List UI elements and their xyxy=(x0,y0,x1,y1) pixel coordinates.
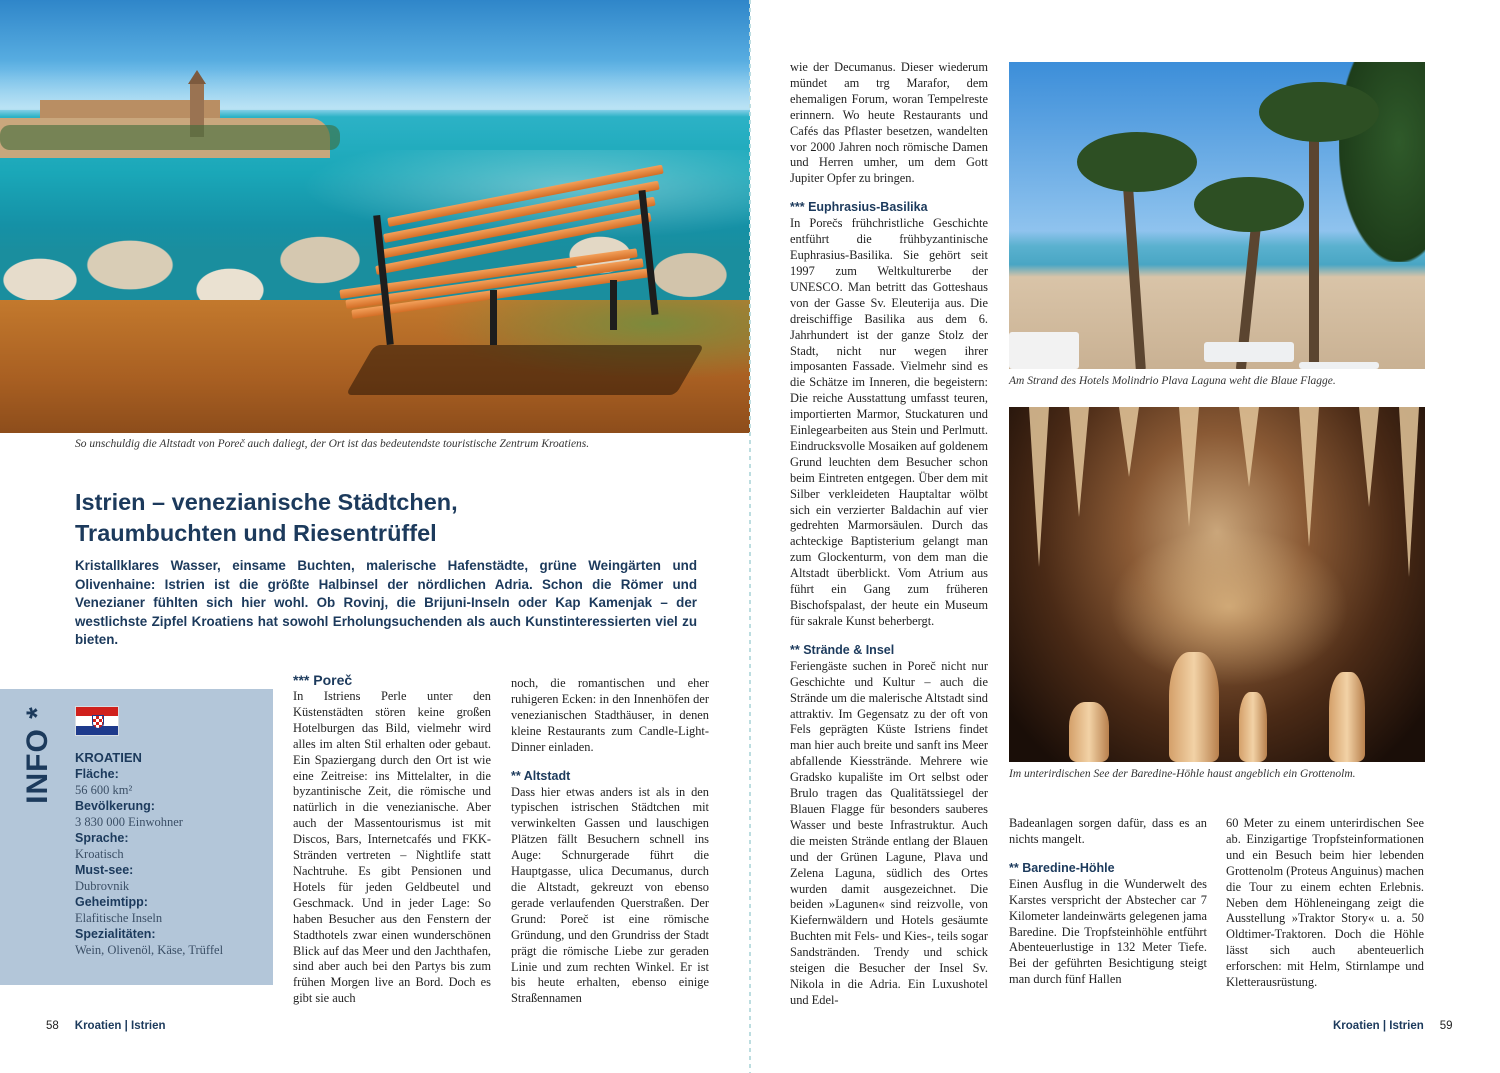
photo-baredine-cave xyxy=(1009,407,1425,762)
croatia-flag-icon xyxy=(75,706,119,736)
page-number-right: 59 xyxy=(1439,1020,1453,1032)
article-headline xyxy=(75,487,695,549)
info-value-specialties: Wein, Olivenöl, Käse, Trüffel xyxy=(75,943,224,957)
section-label-right: Kroatien | Istrien xyxy=(1333,1020,1424,1032)
headline-line-1: Istrien – venezianische Städtchen, xyxy=(75,489,458,515)
hero-caption: So unschuldig die Altstadt von Poreč auch daliegt, der Ort ist das bedeutendste touristische Zentrum Kroatiens. xyxy=(75,438,590,450)
paragraph-baredine-continued: 60 Meter zu einem unterirdischen See ab. Einzigartige Tropfsteinformationen und ein Besuch beim hier lebenden Grottenolm (Proteus Anguinus) machen die Tour zu einem echten Erlebnis. Neben dem Höhleneingang zeigt die Ausstellung »Traktor Story« u. a. 50 Oldtimer-Traktoren. Doch die Höhle lässt sich auch abenteuerlich erforschen: mit Helm, Stirnlampe und Kletterausrüstung. xyxy=(1226,816,1424,990)
section-heading-euphrasius: *** Euphrasius-Basilika xyxy=(790,200,928,215)
info-label-population: Bevölkerung: xyxy=(75,799,155,813)
info-label-specialties: Spezialitäten: xyxy=(75,927,156,941)
info-value-insider-tip: Elafitische Inseln xyxy=(75,911,163,925)
paragraph-porec-continued: noch, die romantischen und eher ruhigeren Ecken: in den Innenhöfen der venezianischen Stadthäuser, in denen kleine Restaurants zum Candle-Light-Dinner einladen. xyxy=(511,676,709,754)
paragraph-baredine: Einen Ausflug in die Wunderwelt des Karstes verspricht der Abstecher car 7 Kilometer landeinwärts gelegenen jama Baredine. Die Tropfsteinhöhle entführt Abenteuerlustige in 132 Meter Tiefe. Bei der geführten Besichtigung steigt man durch fünf Hallen xyxy=(1009,876,1207,987)
info-label-must-see: Must-see: xyxy=(75,863,134,877)
info-tab-label xyxy=(18,705,58,805)
section-heading-altstadt: ** Altstadt xyxy=(511,768,571,783)
paragraph-euphrasius: In Porečs frühchristliche Geschichte entführt die frühbyzantinische Euphrasius-Basilika. Sie gehört seit 1997 zum Weltkulturerbe der UNESCO. Man betritt das Gotteshaus von der Gasse Sv. Eleuterija aus. Die dreischiffige Basilika aus dem 6. Jahrhundert ist der ganze Stolz der Stadt, nicht nur wegen ihrer imposanten Fassade. Vielmehr sind es die Schätze im Inneren, die begeistern: Die reiche Ausstattung umfasst teuren, importierten Marmor, Stuckaturen und Einlegearbeiten aus Stein und Perlmutt. Eindrucksvolle Mosaiken auf goldenem Grund leuchten dem Besucher schon beim Eintreten entgegen. Über dem mit Silber verkleideten Hauptaltar wölbt sich ein verzierter Baldachin auf vier gedrehten Marmorsäulen. Durch das achteckige Baptisterium gelangt man zum Glockenturm, von dem man die Altstadt überblickt. Vom Atrium aus führt ein Gang zum früheren Bischofspalast, der heute ein Museum für sakrale Kunst beherbergt. xyxy=(790,216,988,628)
folio-right xyxy=(1333,1020,1453,1032)
paragraph-decumanus: wie der Decumanus. Dieser wiederum mündet am trg Marafor, dem ehemaligen Forum, woran Tempelreste erinnern. Wo heute Restaurants und Cafés das Pflaster besetzen, wandelten vor 2000 Jahren noch römische Damen und Herren umher, um dem Gott Jupiter Opfer zu bringen. xyxy=(790,60,988,186)
caption-beach: Am Strand des Hotels Molindrio Plava Laguna weht die Blaue Flagge. xyxy=(1009,375,1336,387)
caption-cave: Im unterirdischen See der Baredine-Höhle haust angeblich ein Grottenolm. xyxy=(1009,768,1356,780)
section-label-left: Kroatien | Istrien xyxy=(74,1020,166,1032)
page-number-left: 58 xyxy=(46,1020,59,1032)
info-label-language: Sprache: xyxy=(75,831,129,845)
info-facts xyxy=(75,750,265,958)
paragraph-beaches: Feriengäste suchen in Poreč nicht nur Geschichte und Kultur – auch die Strände um die malerische Altstadt sind attraktiv. Im Gegensatz zu der oft von Fels geprägten Küste Istriens findet man hier auch breite und sanft ins Meer abfallende Kiesstrände. Mehrere wie Gradsko kupalište im Ort selbst oder Brulo tragen das Qualitätssiegel der Blauen Flagge für besonders sauberes Wasser und beste Infrastruktur. Auch die meisten Strände entlang der Blauen und der Grünen Lagune, Plava und Zelena Laguna, südlich des Ortes wurden damit ausgezeichnet. Die beiden »Lagunen« sind reizvolle, von Kiefernwäldern und Hotels gesäumte Buchten mit Fels- und Kies-, teils sogar Sandstränden. Trendy und schick steigen die Besucher der Insel Sv. Nikola in die Adria. Ein Luxushotel und Edel- xyxy=(790,658,988,1007)
section-heading-beaches: ** Strände & Insel xyxy=(790,642,895,657)
info-value-language: Kroatisch xyxy=(75,847,124,861)
text-column-4 xyxy=(1009,816,1207,988)
section-heading-porec: *** Poreč xyxy=(293,672,353,688)
text-column-3 xyxy=(790,60,988,1009)
info-tab-text: INFO * xyxy=(21,706,54,804)
text-column-1 xyxy=(293,671,491,1007)
section-heading-baredine: ** Baredine-Höhle xyxy=(1009,860,1115,875)
info-value-area: 56 600 km² xyxy=(75,783,133,797)
lead-paragraph: Kristallklares Wasser, einsame Buchten, malerische Hafenstädte, grüne Weingärten und Olivenhaine: Istrien ist die größte Halbinsel der nördlichen Adria. Schon die Römer und Venezianer fühlten sich hier wohl. Ob Rovinj, die Brijuni-Inseln oder Kap Kamenjak – der westlichste Zipfel Kroatiens hat sowohl Erholungsuchenden als auch Kunstinteressierten viel zu bieten. xyxy=(75,558,697,648)
paragraph-beaches-continued: Badeanlagen sorgen dafür, dass es an nichts mangelt. xyxy=(1009,816,1207,846)
info-value-must-see: Dubrovnik xyxy=(75,879,130,893)
text-column-5 xyxy=(1226,816,1424,991)
folio-left xyxy=(46,1020,166,1032)
info-label-area: Fläche: xyxy=(75,767,119,781)
photo-beach-plava-laguna xyxy=(1009,62,1425,369)
text-column-2 xyxy=(511,676,709,1007)
paragraph-altstadt: Dass hier etwas anders ist als in den typischen istrischen Städtchen mit verwinkelten Gassen und lauschigen Plätzen fällt Besuchern schnell ins Auge: Schnurgerade führt die Hauptgasse, ulica Decumanus, durch die Altstadt, gekreuzt von ebenso gerade verlaufenden Querstraßen. Der Grund: Poreč ist eine römische Gründung, und den Grundriss der Stadt prägt die römische Liebe zur geraden Linie und zum rechten Winkel. Er ist bis heute erhalten, ebenso einige Straßennamen xyxy=(511,784,709,1006)
headline-line-2: Traumbuchten und Riesentrüffel xyxy=(75,520,437,546)
info-value-population: 3 830 000 Einwohner xyxy=(75,815,183,829)
paragraph-porec: In Istriens Perle unter den Küstenstädten stören keine großen Hotelburgen das Bild, vielmehr wird alles im alten Stil erhalten oder gebaut. Ein Spaziergang durch den Ort ist wie eine Zeitreise: ins Mittelalter, in die byzantinische Zeit, die römische und natürlich in die venezianische. Aber auch der Massentourismus ist mit Discos, Bars, Internetcafés und FKK-Stränden vertreten – Nightlife statt Nachtruhe. Es gibt Pensionen und Hotels für jeden Geldbeutel und Geschmack. Und in jeder Lage: So haben Besucher aus den Fenstern der Stadthotels zwar einen wunderschönen Blick auf das Meer und den Jachthafen, sind aber auch bei den Partys bis zum frühen Morgen live an Bord. Doch es gibt sie auch xyxy=(293,689,491,1006)
info-country: KROATIEN xyxy=(75,750,142,765)
hero-photo-porec-bench xyxy=(0,0,750,433)
info-label-insider-tip: Geheimtipp: xyxy=(75,895,148,909)
